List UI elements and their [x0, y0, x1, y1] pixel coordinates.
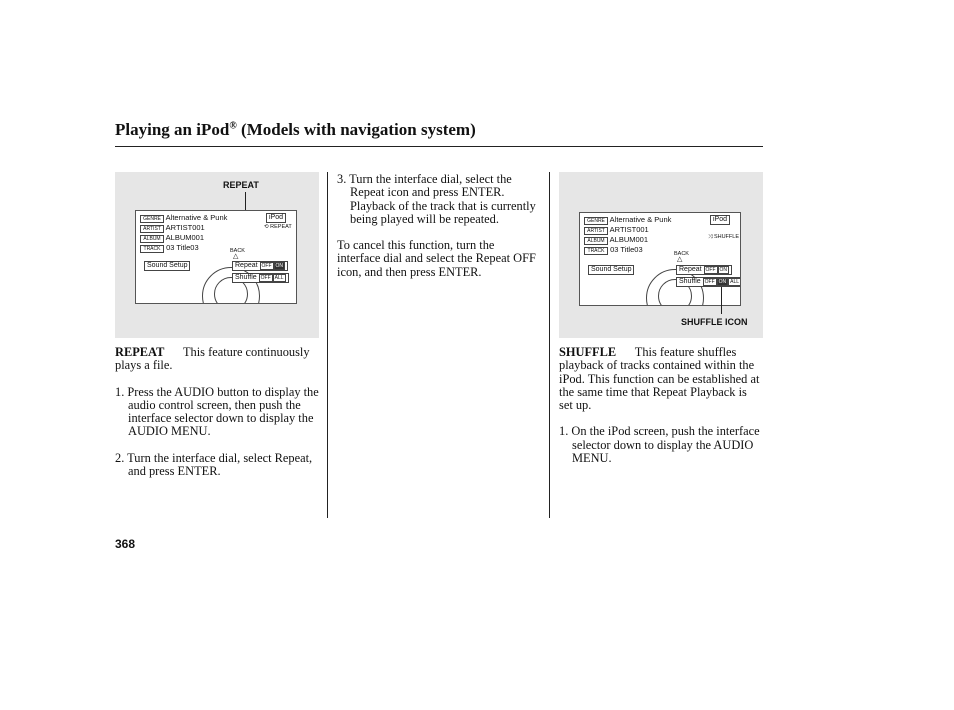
- genre-value: Alternative & Punk: [165, 213, 228, 222]
- column-divider: [549, 172, 550, 518]
- shuffle-status-icon: ⤨ SHUFFLE: [708, 234, 739, 240]
- artist-tag: ARTIST: [584, 227, 608, 235]
- column-divider: [327, 172, 328, 518]
- title-rule: [115, 146, 763, 147]
- back-arrow-icon: △: [677, 255, 683, 263]
- shuffle-figure: [559, 172, 763, 338]
- ipod-label: iPod: [710, 215, 730, 225]
- sound-setup-button[interactable]: Sound Setup: [144, 261, 190, 271]
- artist-value: ARTIST001: [165, 223, 205, 232]
- genre-tag: GENRE: [140, 215, 164, 223]
- shuffle-button[interactable]: Shuffle OFF ON ALL: [676, 277, 741, 287]
- album-value: ALBUM001: [165, 233, 205, 242]
- back-label: BACK: [230, 248, 245, 254]
- shuffle-step-1: 1. On the iPod screen, push the interface selector down to display the AUDIO MENU.: [559, 424, 760, 466]
- audio-screen: [579, 212, 741, 306]
- repeat-heading: REPEAT: [115, 345, 165, 359]
- track-value: 03 Title03: [610, 245, 643, 254]
- repeat-figure: [115, 172, 319, 338]
- track-value: 03 Title03: [166, 243, 199, 252]
- ipod-label: iPod: [266, 213, 286, 223]
- track-tag: TRACK: [140, 245, 164, 253]
- sound-setup-button[interactable]: Sound Setup: [588, 265, 634, 275]
- column-2: [337, 173, 537, 292]
- shuffle-intro: SHUFFLE This feature shuffles playback of tracks contained within the iPod. This function can be established at the same time that Repeat Playback is set up.: [559, 345, 760, 413]
- genre-tag: GENRE: [584, 217, 608, 225]
- repeat-callout: REPEAT: [223, 180, 259, 190]
- album-tag: ALBUM: [140, 235, 164, 243]
- page-title: Playing an iPod® (Models with navigation system): [115, 120, 476, 139]
- shuffle-icon-callout: SHUFFLE ICON: [681, 317, 748, 327]
- repeat-cancel: To cancel this function, turn the interface dial and select the Repeat OFF icon, and then press ENTER.: [337, 238, 536, 279]
- repeat-button[interactable]: Repeat OFF ON: [676, 265, 732, 275]
- column-3: [559, 346, 763, 478]
- shuffle-heading: SHUFFLE: [559, 345, 617, 359]
- repeat-button[interactable]: Repeat OFF ON: [232, 261, 288, 271]
- shuffle-button[interactable]: Shuffle OFF ALL: [232, 273, 289, 283]
- album-tag: ALBUM: [584, 237, 608, 245]
- track-tag: TRACK: [584, 247, 608, 255]
- column-1: [115, 346, 323, 491]
- repeat-status-icon: ⟲ REPEAT: [264, 224, 292, 230]
- audio-screen: [135, 210, 297, 304]
- artist-tag: ARTIST: [140, 225, 164, 233]
- repeat-intro: REPEAT This feature continuously plays a file.: [115, 345, 310, 373]
- back-label: BACK: [674, 251, 689, 257]
- album-value: ALBUM001: [609, 235, 649, 244]
- repeat-step-3: 3. Turn the interface dial, select the Repeat icon and press ENTER. Playback of the track that is currently being played will be repeated.: [337, 172, 536, 226]
- callout-line: [721, 287, 722, 314]
- page-number: 368: [115, 537, 136, 551]
- back-arrow-icon: △: [233, 252, 239, 260]
- repeat-step-2: 2. Turn the interface dial, select Repeat, and press ENTER.: [115, 450, 313, 479]
- genre-value: Alternative & Punk: [609, 215, 672, 224]
- artist-value: ARTIST001: [609, 225, 649, 234]
- repeat-step-1: 1. Press the AUDIO button to display the audio control screen, then push the interface selector down to display the AUDIO MENU.: [115, 384, 319, 439]
